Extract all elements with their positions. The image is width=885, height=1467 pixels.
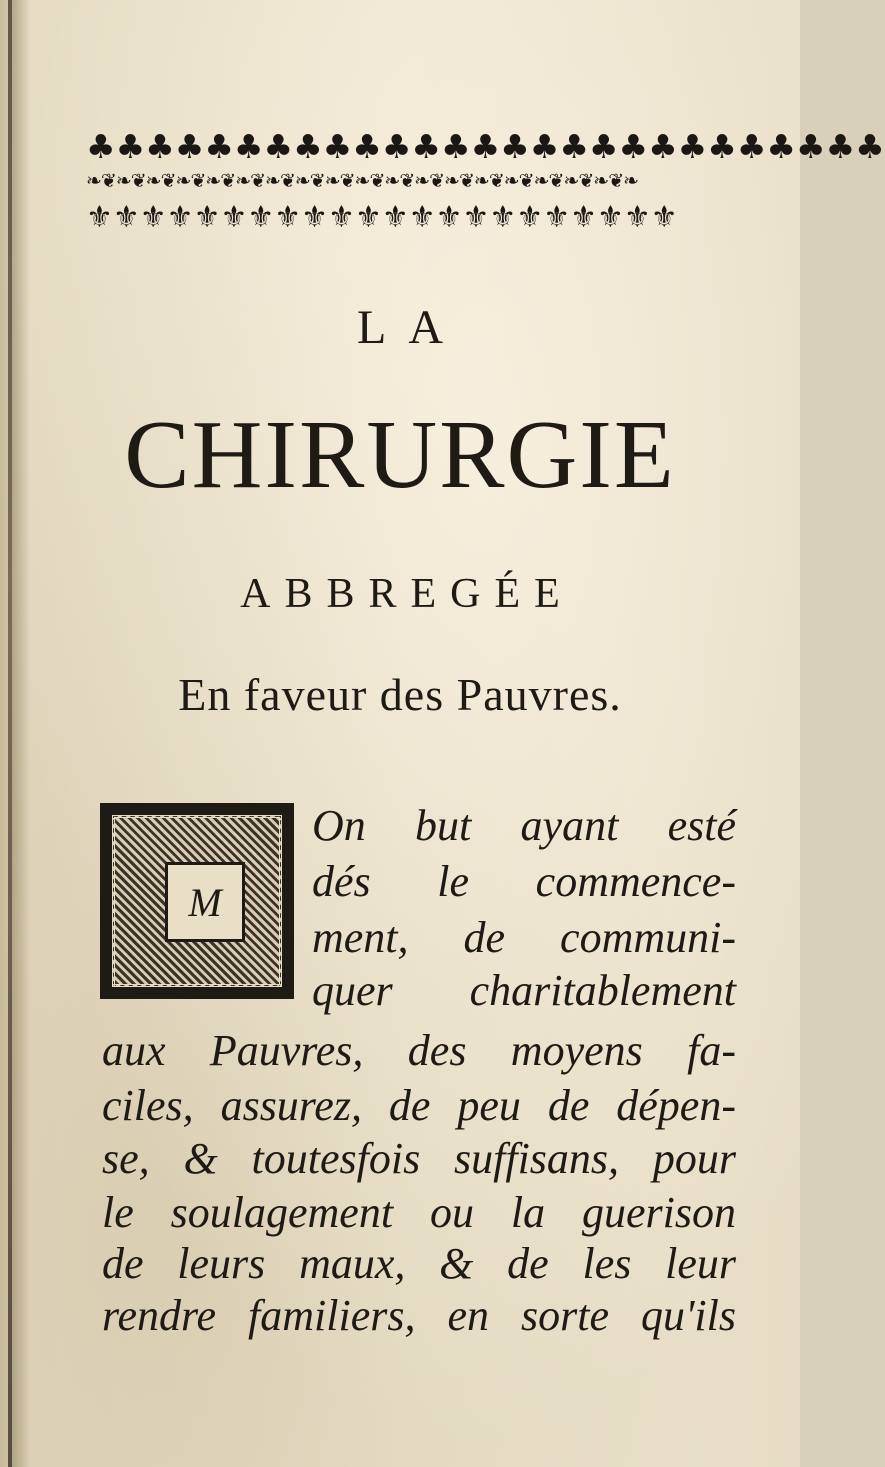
body-line: ciles, assurez, de peu de dépen- — [102, 1081, 736, 1130]
body-line: se, & toutesfois suffisans, pour — [102, 1134, 736, 1183]
gutter-shadow — [12, 0, 30, 1467]
body-line: le soulagement ou la guerison — [102, 1188, 736, 1237]
title-subtitle: ABBREGÉE — [240, 571, 574, 617]
page-title: CHIRURGIE — [124, 401, 676, 509]
title-article: LA — [357, 301, 465, 354]
initial-letter-box — [165, 862, 245, 942]
body-line: quer charitablement — [312, 966, 736, 1015]
body-line: dés le commence- — [312, 857, 736, 906]
body-line: aux Pauvres, des moyens fa- — [102, 1026, 736, 1075]
decorated-initial — [100, 803, 294, 999]
body-line: rendre familiers, en sorte qu'ils — [102, 1291, 736, 1340]
body-line: On but ayant esté — [312, 801, 736, 850]
body-line: ment, de communi- — [312, 913, 736, 962]
header-ornament-row-3: ⚜⚜⚜⚜⚜⚜⚜⚜⚜⚜⚜⚜⚜⚜⚜⚜⚜⚜⚜⚜⚜⚜ — [86, 200, 678, 235]
header-ornament-row-2: ❧❦❧❦❧❦❧❦❧❦❧❦❧❦❧❦❧❦❧❦❧❦❧❦❧❦❧❦❧❦❧❦❧❦❧❦❧ — [86, 170, 639, 192]
body-line: de leurs maux, & de les leur — [102, 1239, 736, 1288]
header-ornament-row-1: ♣♣♣♣♣♣♣♣♣♣♣♣♣♣♣♣♣♣♣♣♣♣♣♣♣♣♣ — [86, 127, 885, 166]
initial-ornament-frame — [112, 815, 282, 987]
title-dedication: En faveur des Pauvres. — [178, 669, 622, 720]
initial-letter: M — [188, 879, 222, 925]
